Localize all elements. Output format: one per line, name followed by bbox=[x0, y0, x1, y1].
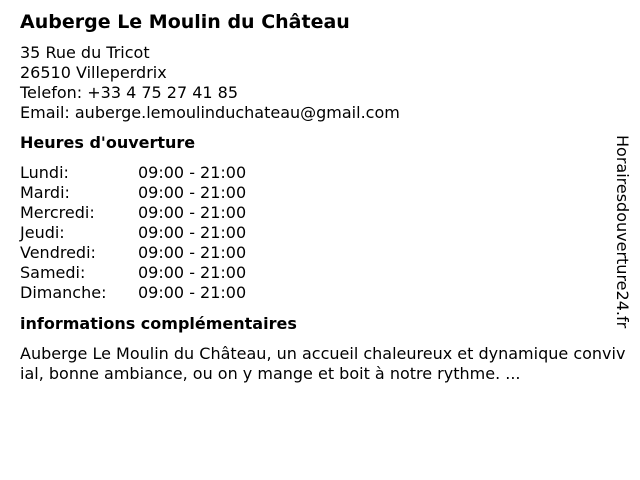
info-heading: informations complémentaires bbox=[20, 314, 297, 333]
hours-time: 09:00 - 21:00 bbox=[138, 223, 247, 242]
hours-row bbox=[20, 203, 620, 223]
hours-time: 09:00 - 21:00 bbox=[138, 243, 247, 262]
site-watermark: Horairesdouverture24.fr bbox=[613, 135, 632, 329]
email-address: Email: auberge.lemoulinduchateau@gmail.com bbox=[20, 103, 400, 122]
hours-day: Dimanche: bbox=[20, 283, 107, 302]
phone-number: Telefon: +33 4 75 27 41 85 bbox=[20, 83, 239, 102]
hours-row bbox=[20, 283, 620, 303]
hours-row bbox=[20, 163, 620, 183]
city-postcode: 26510 Villeperdrix bbox=[20, 63, 167, 82]
hours-time: 09:00 - 21:00 bbox=[138, 203, 247, 222]
hours-day: Mardi: bbox=[20, 183, 70, 202]
info-description: Auberge Le Moulin du Château, un accueil chaleureux et dynamique convivial, bonne ambiance, ou on y mange et boit à notre rythme. ... bbox=[20, 344, 626, 383]
hours-day: Lundi: bbox=[20, 163, 69, 182]
street-address: 35 Rue du Tricot bbox=[20, 43, 150, 62]
hours-time: 09:00 - 21:00 bbox=[138, 163, 247, 182]
hours-row bbox=[20, 183, 620, 203]
hours-day: Vendredi: bbox=[20, 243, 96, 262]
hours-heading: Heures d'ouverture bbox=[20, 133, 196, 152]
hours-row bbox=[20, 223, 620, 243]
hours-day: Samedi: bbox=[20, 263, 86, 282]
hours-day: Jeudi: bbox=[20, 223, 65, 242]
hours-time: 09:00 - 21:00 bbox=[138, 263, 247, 282]
contact-block bbox=[20, 43, 620, 123]
hours-time: 09:00 - 21:00 bbox=[138, 183, 247, 202]
hours-row bbox=[20, 263, 620, 283]
opening-hours-table bbox=[20, 163, 620, 303]
business-name: Auberge Le Moulin du Château bbox=[20, 11, 350, 33]
hours-time: 09:00 - 21:00 bbox=[138, 283, 247, 302]
hours-day: Mercredi: bbox=[20, 203, 95, 222]
hours-row bbox=[20, 243, 620, 263]
